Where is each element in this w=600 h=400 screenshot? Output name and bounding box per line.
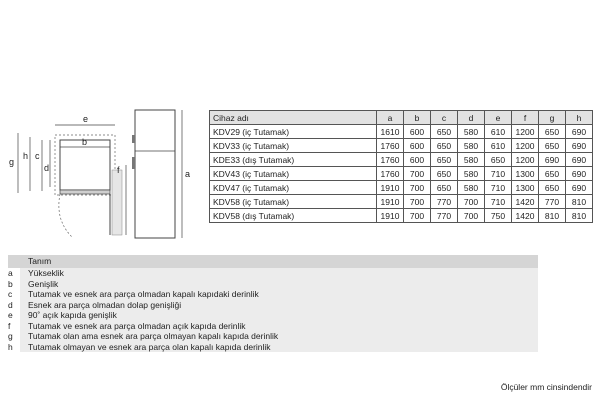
legend-description: Tutamak olmayan ve esnek ara parça olan kapalı kapıda derinlik	[20, 342, 538, 353]
dimension-cell: 1300	[512, 181, 539, 195]
dim-label-g: g	[9, 157, 15, 167]
dimension-cell: 1200	[512, 153, 539, 167]
dimension-cell: 580	[458, 139, 485, 153]
dimension-cell: 770	[431, 195, 458, 209]
model-name-cell: KDV33 (iç Tutamak)	[210, 139, 377, 153]
legend	[8, 255, 538, 352]
dimension-cell: 650	[431, 139, 458, 153]
dimension-cell: 810	[566, 195, 593, 209]
dimension-cell: 1420	[512, 209, 539, 223]
handle-lower	[132, 157, 135, 169]
table-header-row	[210, 111, 593, 125]
dimension-cell: 650	[431, 181, 458, 195]
dimension-cell: 1760	[377, 153, 404, 167]
dimension-cell: 1760	[377, 139, 404, 153]
dimension-cell: 650	[539, 181, 566, 195]
wall-hatch	[112, 170, 122, 235]
model-name-cell: KDV29 (iç Tutamak)	[210, 125, 377, 139]
dimension-cell: 700	[404, 209, 431, 223]
dimensions-table	[209, 110, 593, 223]
handle-upper	[132, 135, 135, 143]
dimension-cell: 690	[566, 167, 593, 181]
legend-key: e	[8, 310, 20, 321]
dimension-cell: 580	[458, 181, 485, 195]
model-name-cell: KDV58 (iç Tutamak)	[210, 195, 377, 209]
legend-title: Tanım	[8, 255, 538, 268]
table-row	[210, 125, 593, 139]
model-name-cell: KDV43 (iç Tutamak)	[210, 167, 377, 181]
dimension-cell: 700	[404, 195, 431, 209]
table-header: e	[485, 111, 512, 125]
dimension-cell: 810	[566, 209, 593, 223]
table-row	[210, 195, 593, 209]
legend-description: Genişlik	[20, 279, 538, 290]
dimension-cell: 650	[539, 125, 566, 139]
legend-item	[8, 310, 538, 321]
dimension-cell: 810	[539, 209, 566, 223]
dimension-cell: 650	[539, 139, 566, 153]
legend-key: h	[8, 342, 20, 353]
dimension-cell: 1300	[512, 167, 539, 181]
dimension-diagram	[0, 95, 205, 245]
fridge-side-view	[135, 110, 175, 238]
dimension-cell: 610	[485, 125, 512, 139]
dimension-cell: 1910	[377, 181, 404, 195]
table-row	[210, 153, 593, 167]
dimension-cell: 1200	[512, 125, 539, 139]
dimension-cell: 580	[458, 125, 485, 139]
legend-description: Tutamak ve esnek ara parça olmadan kapalı kapıdaki derinlik	[20, 289, 538, 300]
dimension-cell: 1610	[377, 125, 404, 139]
model-name-cell: KDV58 (dış Tutamak)	[210, 209, 377, 223]
table-header: h	[566, 111, 593, 125]
legend-key: c	[8, 289, 20, 300]
dimension-cell: 580	[458, 167, 485, 181]
legend-item	[8, 300, 538, 311]
dimension-cell: 650	[431, 153, 458, 167]
dimension-cell: 690	[566, 181, 593, 195]
dimension-cell: 600	[404, 153, 431, 167]
dimension-cell: 1420	[512, 195, 539, 209]
dimension-cell: 1910	[377, 195, 404, 209]
dim-label-h: h	[23, 151, 29, 161]
legend-description: Esnek ara parça olmadan dolap genişliği	[20, 300, 538, 311]
legend-item	[8, 331, 538, 342]
units-footnote: Ölçüler mm cinsindendir	[500, 382, 592, 392]
fridge-door-closed	[60, 190, 110, 194]
dimension-cell: 1910	[377, 209, 404, 223]
dimension-cell: 750	[485, 209, 512, 223]
door-swing-arc-left	[59, 194, 72, 237]
table-header: a	[377, 111, 404, 125]
table-header: g	[539, 111, 566, 125]
table-header: b	[404, 111, 431, 125]
fridge-top-view-body	[60, 140, 110, 190]
dimension-cell: 610	[485, 139, 512, 153]
dimension-cell: 650	[431, 125, 458, 139]
table-row	[210, 209, 593, 223]
table-row	[210, 167, 593, 181]
table-header: Cihaz adı	[210, 111, 377, 125]
dimension-cell: 770	[539, 195, 566, 209]
dimension-cell: 580	[458, 153, 485, 167]
table-header: c	[431, 111, 458, 125]
dim-label-f: f	[117, 165, 120, 175]
dimension-cell: 700	[404, 181, 431, 195]
legend-item	[8, 289, 538, 300]
legend-key: f	[8, 321, 20, 332]
dimension-cell: 1200	[512, 139, 539, 153]
dimension-cell: 700	[458, 209, 485, 223]
legend-key: g	[8, 331, 20, 342]
dimension-cell: 600	[404, 125, 431, 139]
dimension-cell: 710	[485, 195, 512, 209]
legend-item	[8, 279, 538, 290]
legend-key: b	[8, 279, 20, 290]
dim-label-e: e	[83, 114, 89, 124]
dimension-cell: 1760	[377, 167, 404, 181]
dimension-cell: 650	[431, 167, 458, 181]
legend-item	[8, 321, 538, 332]
dimension-cell: 710	[485, 181, 512, 195]
dimension-cell: 700	[404, 167, 431, 181]
legend-description: 90˚ açık kapıda genişlik	[20, 310, 538, 321]
table-row	[210, 181, 593, 195]
legend-description: Tutamak ve esnek ara parça olmadan açık kapıda derinlik	[20, 321, 538, 332]
legend-item	[8, 342, 538, 353]
dimension-cell: 600	[404, 139, 431, 153]
dimension-cell: 690	[566, 125, 593, 139]
legend-key: d	[8, 300, 20, 311]
dimension-cell: 770	[431, 209, 458, 223]
model-name-cell: KDV47 (iç Tutamak)	[210, 181, 377, 195]
dimension-cell: 700	[458, 195, 485, 209]
table-row	[210, 139, 593, 153]
table-header: f	[512, 111, 539, 125]
legend-description: Yükseklik	[20, 268, 538, 279]
dim-label-d: d	[44, 163, 50, 173]
dimension-cell: 690	[539, 153, 566, 167]
legend-description: Tutamak olan ama esnek ara parça olmayan kapalı kapıda derinlik	[20, 331, 538, 342]
model-name-cell: KDE33 (dış Tutamak)	[210, 153, 377, 167]
dim-label-c: c	[35, 151, 40, 161]
legend-key: a	[8, 268, 20, 279]
dimension-cell: 690	[566, 153, 593, 167]
dimension-cell: 650	[539, 167, 566, 181]
legend-item	[8, 268, 538, 279]
dimension-cell: 650	[485, 153, 512, 167]
dim-label-b: b	[82, 137, 88, 147]
table-header: d	[458, 111, 485, 125]
dimension-cell: 710	[485, 167, 512, 181]
dim-label-a: a	[185, 169, 191, 179]
dimension-cell: 690	[566, 139, 593, 153]
